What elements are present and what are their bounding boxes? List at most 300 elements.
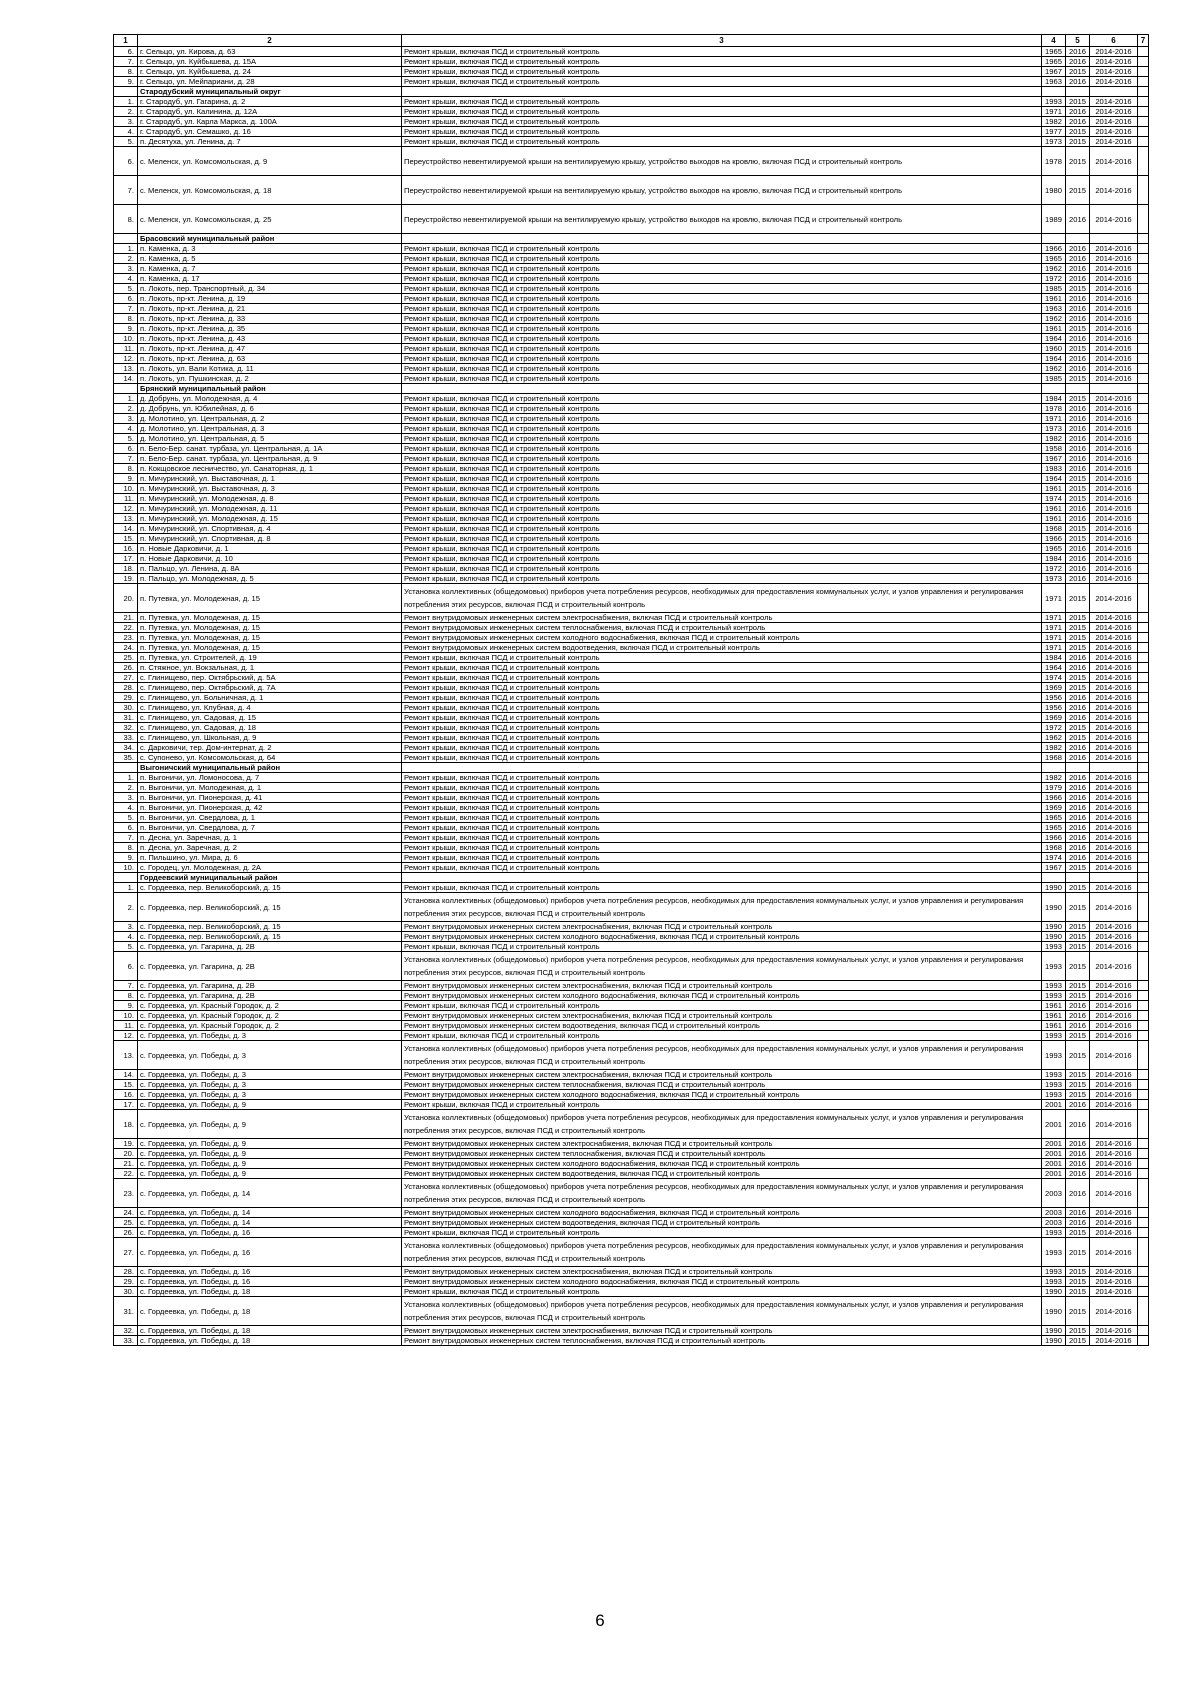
empty-cell [1138, 733, 1149, 743]
period-cell: 2014-2016 [1090, 284, 1138, 294]
year-built-cell: 1956 [1042, 703, 1066, 713]
address-cell: с. Гордеевка, ул. Победы, д. 3 [138, 1041, 402, 1070]
row-number: 3. [114, 117, 138, 127]
address-cell: с. Гордеевка, ул. Гагарина, д. 2В [138, 952, 402, 981]
year-built-cell: 2003 [1042, 1208, 1066, 1218]
repair-year-cell: 2016 [1066, 444, 1090, 454]
address-cell: с. Гордеевка, ул. Победы, д. 3 [138, 1080, 402, 1090]
work-description: Ремонт крыши, включая ПСД и строительный контроль [402, 314, 1042, 324]
empty-cell [1066, 384, 1090, 394]
work-description: Ремонт крыши, включая ПСД и строительный контроль [402, 524, 1042, 534]
empty-cell [1138, 952, 1149, 981]
table-row [114, 1277, 1149, 1287]
row-number: 7. [114, 176, 138, 205]
work-description: Ремонт внутридомовых инженерных систем электроснабжения, включая ПСД и строительный контроль [402, 1267, 1042, 1277]
year-built-cell: 1990 [1042, 922, 1066, 932]
section-index-cell [114, 384, 138, 394]
table-row [114, 733, 1149, 743]
empty-cell [1138, 514, 1149, 524]
repair-year-cell: 2016 [1066, 813, 1090, 823]
year-built-cell: 1961 [1042, 1021, 1066, 1031]
period-cell: 2014-2016 [1090, 1149, 1138, 1159]
repair-year-cell: 2015 [1066, 284, 1090, 294]
section-index-cell [114, 763, 138, 773]
address-cell: с. Гордеевка, ул. Победы, д. 14 [138, 1179, 402, 1208]
row-number: 15. [114, 534, 138, 544]
period-cell: 2014-2016 [1090, 803, 1138, 813]
address-cell: д. Молотино, ул. Центральная, д. 3 [138, 424, 402, 434]
empty-cell [1138, 683, 1149, 693]
repair-year-cell: 2016 [1066, 783, 1090, 793]
repair-year-cell: 2015 [1066, 147, 1090, 176]
period-cell: 2014-2016 [1090, 773, 1138, 783]
address-cell: с. Глинищево, ул. Садовая, д. 15 [138, 713, 402, 723]
empty-cell [1090, 234, 1138, 244]
empty-cell [1138, 763, 1149, 773]
repair-year-cell: 2016 [1066, 713, 1090, 723]
table-row [114, 1149, 1149, 1159]
address-cell: с. Меленск, ул. Комсомольская, д. 9 [138, 147, 402, 176]
empty-cell [1138, 454, 1149, 464]
empty-cell [1138, 1326, 1149, 1336]
repair-year-cell: 2016 [1066, 1169, 1090, 1179]
work-description: Ремонт внутридомовых инженерных систем холодного водоснабжения, включая ПСД и строительный контроль [402, 1208, 1042, 1218]
table-row [114, 404, 1149, 414]
address-cell: с. Гордеевка, ул. Победы, д. 18 [138, 1297, 402, 1326]
period-cell: 2014-2016 [1090, 613, 1138, 623]
empty-cell [1042, 763, 1066, 773]
work-description: Ремонт крыши, включая ПСД и строительный контроль [402, 464, 1042, 474]
period-cell: 2014-2016 [1090, 324, 1138, 334]
work-description: Ремонт крыши, включая ПСД и строительный контроль [402, 534, 1042, 544]
period-cell: 2014-2016 [1090, 683, 1138, 693]
repair-year-cell: 2016 [1066, 574, 1090, 584]
repair-year-cell: 2015 [1066, 1080, 1090, 1090]
row-number: 14. [114, 374, 138, 384]
row-number: 4. [114, 274, 138, 284]
row-number: 14. [114, 524, 138, 534]
row-number: 2. [114, 783, 138, 793]
year-built-cell: 1966 [1042, 244, 1066, 254]
year-built-cell: 2001 [1042, 1159, 1066, 1169]
table-row [114, 1090, 1149, 1100]
table-row [114, 474, 1149, 484]
repair-year-cell: 2016 [1066, 107, 1090, 117]
year-built-cell: 1968 [1042, 753, 1066, 763]
row-number: 13. [114, 1041, 138, 1070]
address-cell: д. Молотино, ул. Центральная, д. 2 [138, 414, 402, 424]
empty-cell [1138, 981, 1149, 991]
address-cell: п. Путевка, ул. Молодежная, д. 15 [138, 643, 402, 653]
row-number: 6. [114, 823, 138, 833]
table-row [114, 117, 1149, 127]
year-built-cell: 2001 [1042, 1139, 1066, 1149]
empty-cell [402, 87, 1042, 97]
period-cell: 2014-2016 [1090, 783, 1138, 793]
work-description: Переустройство невентилируемой крыши на вентилируемую крышу, устройство выходов на кровлю, включая ПСД и строительный контроль [402, 205, 1042, 234]
period-cell: 2014-2016 [1090, 1041, 1138, 1070]
period-cell: 2014-2016 [1090, 723, 1138, 733]
row-number: 8. [114, 314, 138, 324]
repair-year-cell: 2015 [1066, 494, 1090, 504]
year-built-cell: 1982 [1042, 117, 1066, 127]
year-built-cell: 1993 [1042, 1031, 1066, 1041]
period-cell: 2014-2016 [1090, 703, 1138, 713]
work-description: Ремонт внутридомовых инженерных систем холодного водоснабжения, включая ПСД и строительный контроль [402, 1090, 1042, 1100]
repair-year-cell: 2016 [1066, 753, 1090, 763]
repair-year-cell: 2016 [1066, 773, 1090, 783]
address-cell: п. Бело-Бер. санат. турбаза, ул. Центральная, д. 9 [138, 454, 402, 464]
row-number: 9. [114, 77, 138, 87]
row-number: 16. [114, 544, 138, 554]
repair-year-cell: 2015 [1066, 474, 1090, 484]
table-row [114, 1070, 1149, 1080]
row-number: 34. [114, 743, 138, 753]
table-row [114, 1001, 1149, 1011]
address-cell: п. Локоть, пер. Транспортный, д. 34 [138, 284, 402, 294]
row-number: 8. [114, 464, 138, 474]
year-built-cell: 1982 [1042, 773, 1066, 783]
row-number: 21. [114, 1159, 138, 1169]
row-number: 9. [114, 853, 138, 863]
period-cell: 2014-2016 [1090, 1169, 1138, 1179]
period-cell: 2014-2016 [1090, 404, 1138, 414]
period-cell: 2014-2016 [1090, 524, 1138, 534]
period-cell: 2014-2016 [1090, 1139, 1138, 1149]
empty-cell [1138, 1179, 1149, 1208]
work-description: Ремонт крыши, включая ПСД и строительный контроль [402, 127, 1042, 137]
year-built-cell: 1971 [1042, 107, 1066, 117]
year-built-cell: 1965 [1042, 254, 1066, 264]
table-row [114, 514, 1149, 524]
address-cell: г. Сельцо, ул. Куйбышева, д. 15А [138, 57, 402, 67]
period-cell: 2014-2016 [1090, 504, 1138, 514]
empty-cell [1090, 384, 1138, 394]
column-header: 6 [1090, 35, 1138, 47]
year-built-cell: 1969 [1042, 683, 1066, 693]
table-row [114, 753, 1149, 763]
table-row [114, 344, 1149, 354]
repair-year-cell: 2016 [1066, 254, 1090, 264]
period-cell: 2014-2016 [1090, 294, 1138, 304]
period-cell: 2014-2016 [1090, 334, 1138, 344]
work-description: Установка коллективных (общедомовых) приборов учета потребления ресурсов, необходимых для предоставления коммунальных услуг, и узлов управления и регулирования потребления этих ресурсов, включая ПСД и строительный контроль [402, 1110, 1042, 1139]
work-description: Установка коллективных (общедомовых) приборов учета потребления ресурсов, необходимых для предоставления коммунальных услуг, и узлов управления и регулирования потребления этих ресурсов, включая ПСД и строительный контроль [402, 1041, 1042, 1070]
row-number: 4. [114, 127, 138, 137]
empty-cell [1138, 613, 1149, 623]
year-built-cell: 1980 [1042, 176, 1066, 205]
period-cell: 2014-2016 [1090, 673, 1138, 683]
repair-year-cell: 2016 [1066, 554, 1090, 564]
address-cell: п. Бело-Бер. санат. турбаза, ул. Центральная, д. 1А [138, 444, 402, 454]
empty-cell [1138, 47, 1149, 57]
repair-year-cell: 2016 [1066, 205, 1090, 234]
period-cell: 2014-2016 [1090, 952, 1138, 981]
empty-cell [1138, 1149, 1149, 1159]
work-description: Ремонт крыши, включая ПСД и строительный контроль [402, 364, 1042, 374]
year-built-cell: 1978 [1042, 147, 1066, 176]
section-index-cell [114, 234, 138, 244]
section-title: Брасовский муниципальный район [138, 234, 402, 244]
row-number: 11. [114, 344, 138, 354]
table-row [114, 663, 1149, 673]
year-built-cell: 1971 [1042, 584, 1066, 613]
repair-year-cell: 2015 [1066, 374, 1090, 384]
period-cell: 2014-2016 [1090, 843, 1138, 853]
period-cell: 2014-2016 [1090, 494, 1138, 504]
work-description: Установка коллективных (общедомовых) приборов учета потребления ресурсов, необходимых для предоставления коммунальных услуг, и узлов управления и регулирования потребления этих ресурсов, включая ПСД и строительный контроль [402, 584, 1042, 613]
work-description: Ремонт крыши, включая ПСД и строительный контроль [402, 673, 1042, 683]
work-description: Ремонт внутридомовых инженерных систем электроснабжения, включая ПСД и строительный контроль [402, 1139, 1042, 1149]
period-cell: 2014-2016 [1090, 893, 1138, 922]
period-cell: 2014-2016 [1090, 663, 1138, 673]
year-built-cell: 1978 [1042, 404, 1066, 414]
address-cell: с. Гордеевка, ул. Победы, д. 16 [138, 1277, 402, 1287]
table-row [114, 334, 1149, 344]
address-cell: п. Выгоничи, ул. Молодежная, д. 1 [138, 783, 402, 793]
row-number: 6. [114, 952, 138, 981]
year-built-cell: 1993 [1042, 1228, 1066, 1238]
row-number: 4. [114, 424, 138, 434]
year-built-cell: 1961 [1042, 1011, 1066, 1021]
address-cell: с. Гордеевка, ул. Победы, д. 14 [138, 1208, 402, 1218]
repair-year-cell: 2015 [1066, 1297, 1090, 1326]
repair-year-cell: 2015 [1066, 733, 1090, 743]
period-cell: 2014-2016 [1090, 57, 1138, 67]
repair-year-cell: 2015 [1066, 137, 1090, 147]
table-row [114, 703, 1149, 713]
empty-cell [1066, 87, 1090, 97]
address-cell: п. Локоть, пр-кт. Ленина, д. 43 [138, 334, 402, 344]
work-description: Ремонт крыши, включая ПСД и строительный контроль [402, 434, 1042, 444]
period-cell: 2014-2016 [1090, 793, 1138, 803]
period-cell: 2014-2016 [1090, 474, 1138, 484]
work-description: Ремонт крыши, включая ПСД и строительный контроль [402, 97, 1042, 107]
work-description: Ремонт внутридомовых инженерных систем электроснабжения, включая ПСД и строительный контроль [402, 1326, 1042, 1336]
address-cell: п. Мичуринский, ул. Молодежная, д. 15 [138, 514, 402, 524]
row-number: 31. [114, 1297, 138, 1326]
row-number: 9. [114, 1001, 138, 1011]
table-row [114, 464, 1149, 474]
row-number: 16. [114, 1090, 138, 1100]
table-row [114, 1159, 1149, 1169]
year-built-cell: 1966 [1042, 833, 1066, 843]
year-built-cell: 1990 [1042, 893, 1066, 922]
period-cell: 2014-2016 [1090, 942, 1138, 952]
row-number: 23. [114, 1179, 138, 1208]
year-built-cell: 1974 [1042, 673, 1066, 683]
period-cell: 2014-2016 [1090, 434, 1138, 444]
address-cell: п. Путевка, ул. Молодежная, д. 15 [138, 584, 402, 613]
row-number: 10. [114, 863, 138, 873]
row-number: 22. [114, 1169, 138, 1179]
section-index-cell [114, 87, 138, 97]
row-number: 7. [114, 981, 138, 991]
empty-cell [1138, 1218, 1149, 1228]
empty-cell [1138, 1090, 1149, 1100]
repair-year-cell: 2015 [1066, 1277, 1090, 1287]
row-number: 10. [114, 1011, 138, 1021]
repair-year-cell: 2016 [1066, 264, 1090, 274]
year-built-cell: 2001 [1042, 1149, 1066, 1159]
empty-cell [1138, 254, 1149, 264]
empty-cell [1138, 1228, 1149, 1238]
empty-cell [1138, 97, 1149, 107]
year-built-cell: 1968 [1042, 843, 1066, 853]
table-row [114, 524, 1149, 534]
repair-year-cell: 2016 [1066, 653, 1090, 663]
empty-cell [1138, 324, 1149, 334]
empty-cell [1138, 374, 1149, 384]
work-description: Ремонт крыши, включая ПСД и строительный контроль [402, 713, 1042, 723]
period-cell: 2014-2016 [1090, 922, 1138, 932]
year-built-cell: 1956 [1042, 693, 1066, 703]
repair-year-cell: 2015 [1066, 942, 1090, 952]
address-cell: п. Мичуринский, ул. Молодежная, д. 8 [138, 494, 402, 504]
work-description: Ремонт крыши, включая ПСД и строительный контроль [402, 454, 1042, 464]
address-cell: с. Гордеевка, ул. Победы, д. 9 [138, 1100, 402, 1110]
row-number: 18. [114, 1110, 138, 1139]
table-row [114, 374, 1149, 384]
table-row [114, 1336, 1149, 1346]
work-description: Установка коллективных (общедомовых) приборов учета потребления ресурсов, необходимых для предоставления коммунальных услуг, и узлов управления и регулирования потребления этих ресурсов, включая ПСД и строительный контроль [402, 1179, 1042, 1208]
period-cell: 2014-2016 [1090, 484, 1138, 494]
work-description: Установка коллективных (общедомовых) приборов учета потребления ресурсов, необходимых для предоставления коммунальных услуг, и узлов управления и регулирования потребления этих ресурсов, включая ПСД и строительный контроль [402, 952, 1042, 981]
address-cell: с. Гордеевка, ул. Гагарина, д. 2В [138, 942, 402, 952]
address-cell: п. Путевка, ул. Молодежная, д. 15 [138, 623, 402, 633]
period-cell: 2014-2016 [1090, 354, 1138, 364]
year-built-cell: 1962 [1042, 314, 1066, 324]
period-cell: 2014-2016 [1090, 653, 1138, 663]
empty-cell [1138, 205, 1149, 234]
table-row [114, 773, 1149, 783]
work-description: Ремонт внутридомовых инженерных систем холодного водоснабжения, включая ПСД и строительный контроль [402, 633, 1042, 643]
address-cell: п. Пальцо, ул. Ленина, д. 8А [138, 564, 402, 574]
period-cell: 2014-2016 [1090, 205, 1138, 234]
row-number: 35. [114, 753, 138, 763]
work-description: Ремонт крыши, включая ПСД и строительный контроль [402, 137, 1042, 147]
period-cell: 2014-2016 [1090, 137, 1138, 147]
address-cell: п. Каменка, д. 7 [138, 264, 402, 274]
empty-cell [1138, 1277, 1149, 1287]
year-built-cell: 1961 [1042, 324, 1066, 334]
table-row [114, 1139, 1149, 1149]
repair-year-cell: 2016 [1066, 47, 1090, 57]
table-row [114, 364, 1149, 374]
row-number: 20. [114, 1149, 138, 1159]
address-cell: с. Глинищево, ул. Садовая, д. 18 [138, 723, 402, 733]
repair-year-cell: 2015 [1066, 723, 1090, 733]
period-cell: 2014-2016 [1090, 254, 1138, 264]
table-row [114, 863, 1149, 873]
address-cell: с. Гордеевка, ул. Победы, д. 18 [138, 1287, 402, 1297]
section-title: Гордеевский муниципальный район [138, 873, 402, 883]
section-row [114, 234, 1149, 244]
row-number: 28. [114, 1267, 138, 1277]
section-row [114, 87, 1149, 97]
year-built-cell: 1993 [1042, 97, 1066, 107]
work-description: Ремонт крыши, включая ПСД и строительный контроль [402, 783, 1042, 793]
table-row [114, 1080, 1149, 1090]
empty-cell [1042, 873, 1066, 883]
repair-year-cell: 2015 [1066, 981, 1090, 991]
table-row [114, 1041, 1149, 1070]
address-cell: с. Гордеевка, ул. Победы, д. 16 [138, 1267, 402, 1277]
empty-cell [1138, 354, 1149, 364]
year-built-cell: 2001 [1042, 1100, 1066, 1110]
work-description: Ремонт крыши, включая ПСД и строительный контроль [402, 374, 1042, 384]
row-number: 1. [114, 394, 138, 404]
year-built-cell: 1973 [1042, 137, 1066, 147]
year-built-cell: 1958 [1042, 444, 1066, 454]
table-row [114, 324, 1149, 334]
address-cell: п. Стяжное, ул. Вокзальная, д. 1 [138, 663, 402, 673]
year-built-cell: 1979 [1042, 783, 1066, 793]
table-row [114, 843, 1149, 853]
period-cell: 2014-2016 [1090, 753, 1138, 763]
address-cell: с. Супонево, ул. Комсомольская, д. 64 [138, 753, 402, 763]
address-cell: с. Глинищево, пер. Октябрьский, д. 7А [138, 683, 402, 693]
address-cell: с. Глинищево, ул. Больничная, д. 1 [138, 693, 402, 703]
table-row [114, 803, 1149, 813]
row-number: 11. [114, 494, 138, 504]
period-cell: 2014-2016 [1090, 1228, 1138, 1238]
empty-cell [1138, 942, 1149, 952]
table-row [114, 554, 1149, 564]
empty-cell [1138, 414, 1149, 424]
empty-cell [1138, 713, 1149, 723]
empty-cell [1090, 763, 1138, 773]
year-built-cell: 1964 [1042, 334, 1066, 344]
period-cell: 2014-2016 [1090, 424, 1138, 434]
address-cell: с. Гордеевка, ул. Победы, д. 14 [138, 1218, 402, 1228]
period-cell: 2014-2016 [1090, 454, 1138, 464]
row-number: 8. [114, 843, 138, 853]
work-description: Ремонт крыши, включая ПСД и строительный контроль [402, 334, 1042, 344]
work-description: Ремонт крыши, включая ПСД и строительный контроль [402, 484, 1042, 494]
empty-cell [1138, 1336, 1149, 1346]
work-description: Ремонт крыши, включая ПСД и строительный контроль [402, 544, 1042, 554]
row-number: 26. [114, 1228, 138, 1238]
period-cell: 2014-2016 [1090, 574, 1138, 584]
empty-cell [1138, 474, 1149, 484]
period-cell: 2014-2016 [1090, 1001, 1138, 1011]
row-number: 17. [114, 1100, 138, 1110]
repair-year-cell: 2016 [1066, 544, 1090, 554]
period-cell: 2014-2016 [1090, 444, 1138, 454]
empty-cell [1138, 464, 1149, 474]
address-cell: с. Гордеевка, ул. Победы, д. 9 [138, 1139, 402, 1149]
row-number: 30. [114, 1287, 138, 1297]
address-cell: п. Пальцо, ул. Молодежная, д. 5 [138, 574, 402, 584]
work-description: Ремонт внутридомовых инженерных систем теплоснабжения, включая ПСД и строительный контроль [402, 623, 1042, 633]
year-built-cell: 1990 [1042, 1287, 1066, 1297]
repair-year-cell: 2015 [1066, 97, 1090, 107]
row-number: 4. [114, 803, 138, 813]
repair-year-cell: 2016 [1066, 414, 1090, 424]
address-cell: с. Гордеевка, ул. Победы, д. 16 [138, 1228, 402, 1238]
row-number: 9. [114, 324, 138, 334]
year-built-cell: 1993 [1042, 1090, 1066, 1100]
table-row [114, 494, 1149, 504]
repair-year-cell: 2015 [1066, 67, 1090, 77]
table-row [114, 47, 1149, 57]
row-number: 19. [114, 1139, 138, 1149]
period-cell: 2014-2016 [1090, 67, 1138, 77]
table-row [114, 613, 1149, 623]
period-cell: 2014-2016 [1090, 176, 1138, 205]
section-title: Выгоничский муниципальный район [138, 763, 402, 773]
